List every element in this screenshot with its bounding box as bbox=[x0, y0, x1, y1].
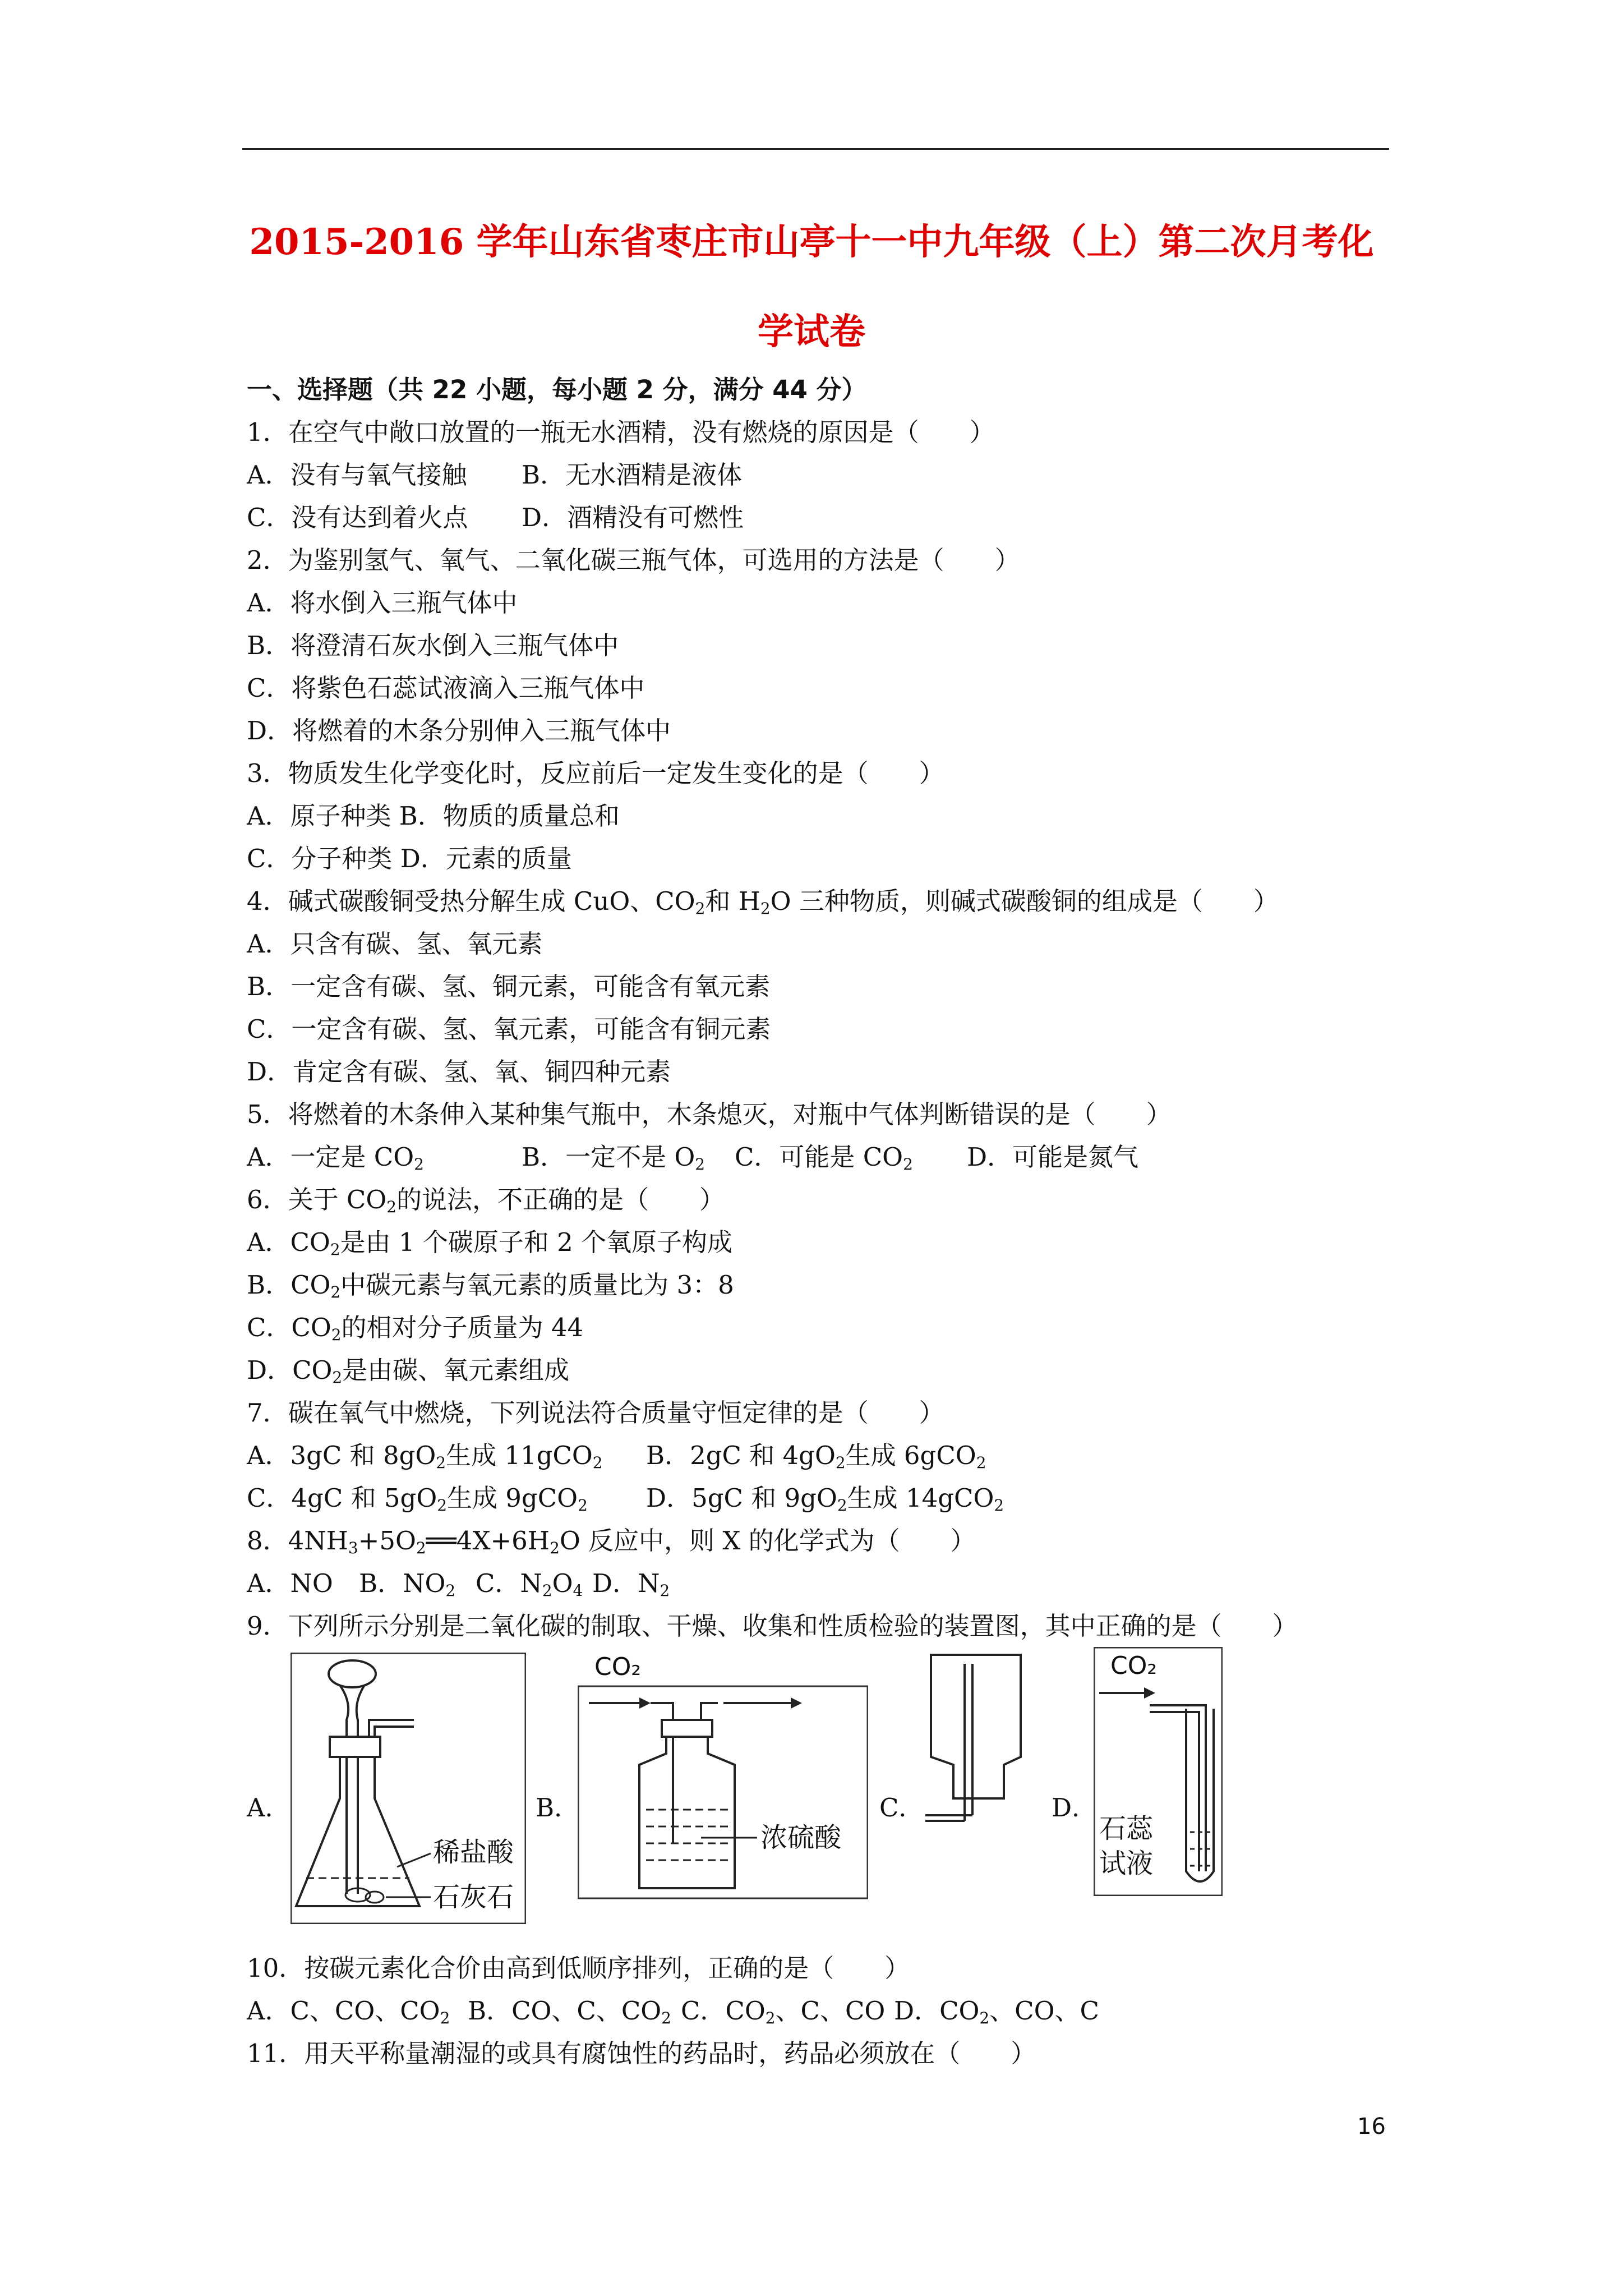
option-b: B．2gC 和 $4gO_2$生成 6gCO$_2$ bbox=[646, 1441, 986, 1472]
option-d: D．$N_2$ bbox=[592, 1568, 670, 1600]
option-a: A．一定是 $CO_2$ bbox=[247, 1142, 424, 1174]
figure-d-gas-label: CO₂ bbox=[1110, 1651, 1157, 1680]
option-b: B．$NO_2$ bbox=[359, 1568, 456, 1600]
question-11-stem: 11．用天平称量潮湿的或具有腐蚀性的药品时，药品必须放在（ ） bbox=[247, 2039, 1036, 2068]
figure-b-gas-label: CO₂ bbox=[594, 1653, 641, 1681]
option-b: B．CO、C、$CO_2$ bbox=[468, 1996, 671, 2027]
page-number: 16 bbox=[1357, 2114, 1386, 2139]
question-3-stem: 3．物质发生化学变化时，反应前后一定发生变化的是（ ） bbox=[247, 758, 944, 788]
figure-d-test-tube bbox=[1094, 1647, 1223, 1896]
question-10-options bbox=[247, 1996, 1099, 2027]
figure-d-label-liquid: 试液 bbox=[1099, 1848, 1154, 1879]
option-c: C．没有达到着火点 bbox=[247, 503, 468, 532]
question-2-option-c: C．将紫色石蕊试液滴入三瓶气体中 bbox=[247, 673, 645, 703]
header-rule bbox=[242, 148, 1389, 150]
question-8-options bbox=[247, 1568, 670, 1600]
option-c: C．$N_2O_4$ bbox=[476, 1568, 583, 1600]
question-6-option-d: D．$CO_2$是由碳、氧元素组成 bbox=[247, 1355, 570, 1387]
question-2-option-d: D．将燃着的木条分别伸入三瓶气体中 bbox=[247, 716, 671, 746]
option-a: A．3gC 和 $8gO_2$生成 11gCO$_2$ bbox=[247, 1441, 603, 1472]
figure-c-collection-bottle bbox=[920, 1653, 1026, 1826]
figure-a-label-stone: 石灰石 bbox=[433, 1881, 514, 1913]
question-6-option-b: B．$CO_2$中碳元素与氧元素的质量比为 3：8 bbox=[247, 1270, 734, 1301]
option-d: D．5gC 和 $9gO_2$生成 14gCO$_2$ bbox=[646, 1483, 1004, 1515]
figure-b-drying-bottle bbox=[578, 1653, 868, 1899]
figure-option-c-label: C． bbox=[879, 1793, 924, 1823]
question-4-option-b: B．一定含有碳、氢、铜元素，可能含有氧元素 bbox=[247, 972, 771, 1001]
option-a: A．NO bbox=[247, 1568, 333, 1598]
section-heading: 一、选择题（共 22 小题，每小题 2 分，满分 44 分） bbox=[247, 375, 867, 404]
figure-option-a-label: A． bbox=[247, 1793, 291, 1823]
option-b: B．无水酒精是液体 bbox=[522, 460, 743, 490]
question-4-stem: 4．碱式碳酸铜受热分解生成 CuO、$CO_2$和 $H_2O$ 三种物质，则碱式碳酸铜的组成是（ ） bbox=[247, 886, 1279, 918]
question-2-option-a: A．将水倒入三瓶气体中 bbox=[247, 588, 518, 618]
question-10-stem: 10．按碳元素化合价由高到低顺序排列，正确的是（ ） bbox=[247, 1953, 910, 1983]
option-c: C．4gC 和 $5gO_2$生成 9gCO$_2$ bbox=[247, 1483, 588, 1515]
question-3-options-ab: A．原子种类 B．物质的质量总和 bbox=[247, 801, 620, 831]
figure-a-flask-apparatus bbox=[291, 1653, 526, 1924]
question-2-stem: 2．为鉴别氢气、氧气、二氧化碳三瓶气体，可选用的方法是（ ） bbox=[247, 545, 1020, 575]
option-c: C．$CO_2$、C、CO bbox=[681, 1996, 886, 2027]
question-9-stem: 9．下列所示分别是二氧化碳的制取、干燥、收集和性质检验的装置图，其中正确的是（ ） bbox=[247, 1611, 1298, 1641]
question-7-options-ab bbox=[247, 1441, 986, 1472]
question-8-stem: 8．$4NH_3+5O_2══4X+6H_2O$ 反应中，则 X 的化学式为（ ） bbox=[247, 1526, 976, 1557]
question-1-stem: 1．在空气中敞口放置的一瓶无水酒精，没有燃烧的原因是（ ） bbox=[247, 417, 995, 447]
figure-option-d-label: D． bbox=[1052, 1793, 1098, 1823]
option-b: B．一定不是 $O_2$ bbox=[522, 1142, 706, 1174]
question-7-options-cd bbox=[247, 1483, 1004, 1515]
question-2-option-b: B．将澄清石灰水倒入三瓶气体中 bbox=[247, 631, 619, 660]
option-c: C．可能是 $CO_2$ bbox=[735, 1142, 913, 1174]
question-4-option-c: C．一定含有碳、氢、氧元素，可能含有铜元素 bbox=[247, 1014, 771, 1044]
figure-option-b-label: B． bbox=[536, 1793, 580, 1823]
option-d: D．$CO_2$、CO、C bbox=[894, 1996, 1099, 2027]
question-4-option-a: A．只含有碳、氢、氧元素 bbox=[247, 929, 543, 959]
question-6-option-c: C．$CO_2$的相对分子质量为 44 bbox=[247, 1313, 584, 1344]
option-a: A．没有与氧气接触 bbox=[247, 460, 467, 490]
question-4-option-d: D．肯定含有碳、氢、氧、铜四种元素 bbox=[247, 1057, 671, 1087]
question-5-options bbox=[247, 1142, 1139, 1174]
question-6-option-a: A．$CO_2$是由 1 个碳原子和 2 个氧原子构成 bbox=[247, 1227, 733, 1259]
option-d: D．酒精没有可燃性 bbox=[522, 503, 744, 532]
figure-d-label-litmus: 石蕊 bbox=[1099, 1813, 1154, 1844]
option-d: D．可能是氮气 bbox=[967, 1142, 1139, 1172]
question-3-options-cd: C．分子种类 D．元素的质量 bbox=[247, 844, 572, 873]
title-line-2: 学试卷 bbox=[758, 311, 865, 353]
figure-b-label-acid: 浓硫酸 bbox=[760, 1822, 842, 1853]
figure-a-label-acid: 稀盐酸 bbox=[433, 1837, 514, 1868]
question-5-stem: 5．将燃着的木条伸入某种集气瓶中，木条熄灭，对瓶中气体判断错误的是（ ） bbox=[247, 1099, 1172, 1129]
question-6-stem: 6．关于 $CO_2$的说法，不正确的是（ ） bbox=[247, 1185, 725, 1216]
question-1-options-cd bbox=[247, 505, 744, 530]
question-1-options-ab bbox=[247, 460, 743, 490]
option-a: A．C、CO、$CO_2$ bbox=[247, 1996, 450, 2027]
title-line-1: 2015-2016 学年山东省枣庄市山亭十一中九年级（上）第二次月考化 bbox=[249, 221, 1374, 263]
question-7-stem: 7．碳在氧气中燃烧，下列说法符合质量守恒定律的是（ ） bbox=[247, 1398, 944, 1428]
